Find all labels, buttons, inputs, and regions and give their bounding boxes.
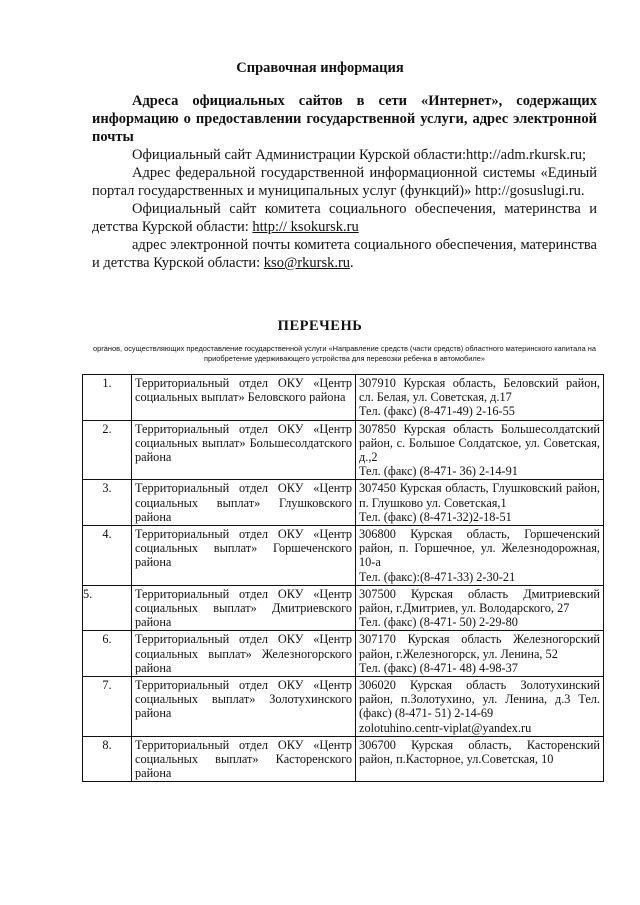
- page-title: Справочная информация: [236, 60, 404, 76]
- address-line: 307170 Курская область Железногорский район, г.Железногорск, ул. Ленина, 52: [359, 632, 600, 661]
- address-line: 306800 Курская область, Горшеченский район, п. Горшечное, ул. Железнодорожная, 10-а: [359, 527, 600, 570]
- portal-paragraph: Адрес федеральной государственной информационной системы «Единый портал государственных и муниципальных услуг (функций)» http://gosuslugi.ru.: [92, 165, 597, 199]
- intro-heading-paragraph: Адреса официальных сайтов в сети «Интернет», содержащих информацию о предоставлении государственной услуги, адрес электронной почты: [92, 93, 597, 145]
- offices-table: [82, 374, 604, 782]
- row-number: 3.: [83, 480, 132, 526]
- row-number: 7.: [83, 677, 132, 737]
- office-address: [356, 585, 604, 631]
- row-number: 2.: [83, 420, 132, 480]
- office-name: Территориальный отдел ОКУ «Центр социальных выплат» Беловского района: [132, 375, 356, 421]
- row-number: 6.: [83, 631, 132, 677]
- row-number: 5.: [83, 585, 132, 631]
- table-row: [83, 420, 604, 480]
- office-address: [356, 480, 604, 526]
- office-address: [356, 677, 604, 737]
- office-address: [356, 526, 604, 586]
- list-subtitle: органов, осуществляющих предоставление государственной услуги «Направление средств (части средств) областного материнского капитала на приобретение удерживающего устройства для перевозки ребенка в автомобиле»: [93, 344, 596, 363]
- email-paragraph: [92, 236, 597, 272]
- office-address: [356, 631, 604, 677]
- list-heading: ПЕРЕЧЕНЬ: [277, 318, 363, 334]
- address-line: Тел. (факс) (8-471- 36) 2-14-91: [359, 464, 518, 479]
- table-row: [83, 585, 604, 631]
- address-line: 307450 Курская область, Глушковский район, п. Глушково ул. Советская,1: [359, 481, 600, 510]
- address-line: 306020 Курская область Золотухинский район, п.Золотухино, ул. Ленина, д.3 Тел. (факс) (8-471- 51) 2-14-69: [359, 678, 600, 721]
- offices-table-body: [83, 375, 604, 782]
- committee-site-link[interactable]: http:// ksokursk.ru: [252, 219, 359, 235]
- email-link[interactable]: kso@rkursk.ru: [263, 255, 351, 271]
- address-line: zolotuhino.centr-viplat@yandex.ru: [359, 720, 532, 735]
- address-line: Тел. (факс) (8-471-49) 2-16-55: [359, 404, 515, 419]
- address-line: Тел. (факс) (8-471-32)2-18-51: [359, 509, 512, 524]
- table-row: [83, 375, 604, 421]
- table-row: [83, 526, 604, 586]
- office-address: [356, 375, 604, 421]
- row-number: 4.: [83, 526, 132, 586]
- address-line: 307910 Курская область, Беловский район, сл. Белая, ул. Советская, д.17: [359, 376, 600, 405]
- table-row: [83, 736, 604, 782]
- office-name: Территориальный отдел ОКУ «Центр социальных выплат» Касторенского района: [132, 736, 356, 782]
- table-row: [83, 631, 604, 677]
- table-row: [83, 480, 604, 526]
- office-name: Территориальный отдел ОКУ «Центр социальных выплат» Большесолдатского района: [132, 420, 356, 480]
- office-address: [356, 420, 604, 480]
- email-text: адрес электронной почты комитета социального обеспечения, материнства и детства Курской области:: [92, 237, 597, 271]
- office-name: Территориальный отдел ОКУ «Центр социальных выплат» Глушковского района: [132, 480, 356, 526]
- address-line: Тел. (факс) (8-471- 50) 2-29-80: [359, 615, 518, 630]
- address-line: 306700 Курская область, Касторенский район, п.Касторное, ул.Советская, 10: [359, 737, 600, 767]
- row-number: 1.: [83, 375, 132, 421]
- office-name: Территориальный отдел ОКУ «Центр социальных выплат» Горшеченского района: [132, 526, 356, 586]
- row-number: 8.: [83, 736, 132, 782]
- table-row: [83, 677, 604, 737]
- office-address: [356, 736, 604, 782]
- address-line: Тел. (факс) (8-471- 48) 4-98-37: [359, 660, 518, 675]
- address-line: 307850 Курская область Большесолдатский район, с. Большое Солдатское, ул. Советская, д.,2: [359, 421, 600, 465]
- office-name: Территориальный отдел ОКУ «Центр социальных выплат» Железногорского района: [132, 631, 356, 677]
- committee-site-text: Официальный сайт комитета социального обеспечения, материнства и детства Курской области:: [92, 201, 597, 235]
- office-name: Территориальный отдел ОКУ «Центр социальных выплат» Дмитриевского района: [132, 585, 356, 631]
- email-end: .: [350, 255, 354, 271]
- adm-site-paragraph: Официальный сайт Администрации Курской области:http://adm.rkursk.ru;: [132, 147, 587, 163]
- intro-section: [92, 92, 597, 272]
- address-line: 307500 Курская область Дмитриевский район, г.Дмитриев, ул. Володарского, 27: [359, 586, 600, 616]
- committee-site-paragraph: [92, 200, 597, 236]
- office-name: Территориальный отдел ОКУ «Центр социальных выплат» Золотухинского района: [132, 677, 356, 737]
- address-line: Тел. (факс):(8-471-33) 2-30-21: [359, 569, 516, 584]
